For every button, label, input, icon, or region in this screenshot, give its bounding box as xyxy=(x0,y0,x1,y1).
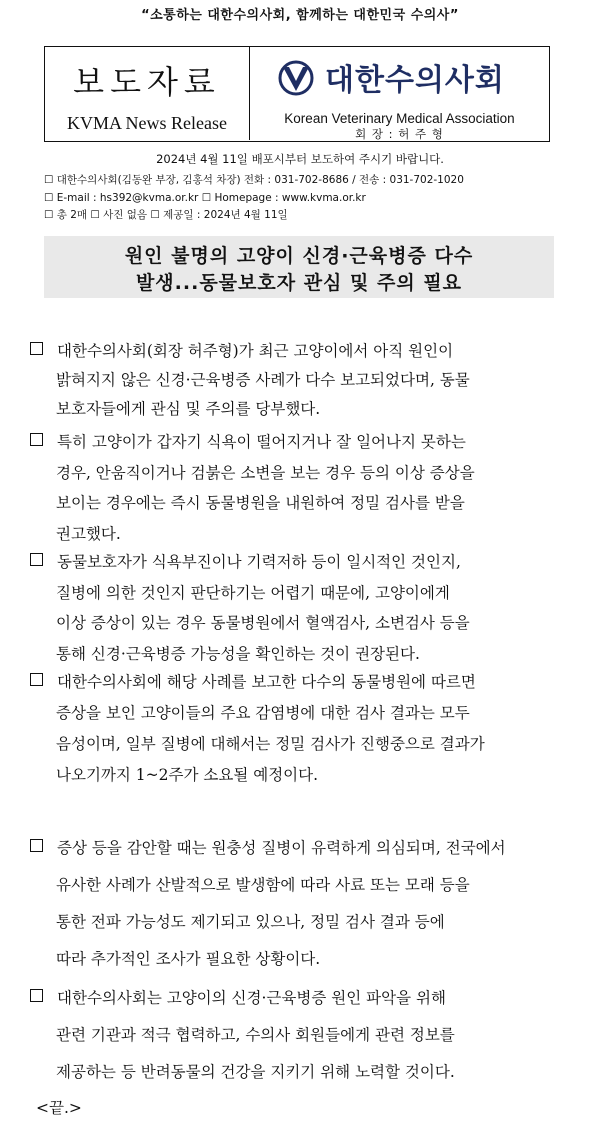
paragraph-2 xyxy=(30,427,575,549)
paragraph-line: 증상을 보인 고양이들의 주요 감염병에 대한 검사 결과는 모두 xyxy=(56,704,470,722)
paragraph-line: 보호자들에게 관심 및 주의를 당부했다. xyxy=(56,400,321,418)
paragraph-line: 경우, 안움직이거나 검붉은 소변을 보는 경우 등의 이상 증상을 xyxy=(56,463,475,482)
paragraph-6 xyxy=(30,980,575,1091)
contact-info xyxy=(44,172,574,225)
organization-cell xyxy=(250,47,549,140)
organization-name-english: Korean Veterinary Medical Association xyxy=(284,111,515,126)
press-release-header xyxy=(44,46,550,142)
paragraph-line: 나오기까지 1~2주가 소요될 예정이다. xyxy=(56,766,319,784)
paragraph-line: 통한 전파 가능성도 제기되고 있으나, 정밀 검사 결과 등에 xyxy=(56,913,445,931)
end-mark: <끝.> xyxy=(36,1099,82,1117)
release-title-english: KVMA News Release xyxy=(67,113,227,133)
checkbox-bullet-icon xyxy=(30,342,43,355)
paragraph-line: 음성이며, 일부 질병에 대해서는 정밀 검사가 진행중으로 결과가 xyxy=(56,735,485,753)
paragraph-line: 권고했다. xyxy=(56,524,121,543)
paragraph-line: 통해 신경·근육병증 가능성을 확인하는 것이 권장된다. xyxy=(56,644,420,663)
president-name: 회 장 : 허 주 형 xyxy=(355,127,444,141)
headline-line-1: 원인 불명의 고양이 신경·근육병증 다수 xyxy=(124,245,474,267)
checkbox-bullet-icon xyxy=(30,673,43,686)
kvma-logo-icon xyxy=(276,60,316,96)
paragraph-line: 동물보호자가 식욕부진이나 기력저하 등이 일시적인 것인지, xyxy=(57,553,461,571)
paragraph-3 xyxy=(30,547,575,669)
paragraph-4 xyxy=(30,667,575,791)
paragraph-line: 유사한 사례가 산발적으로 발생함에 따라 사료 또는 모래 등을 xyxy=(56,876,470,894)
paragraph-line: 특히 고양이가 갑자기 식욕이 떨어지거나 잘 일어나지 못하는 xyxy=(57,433,466,451)
contact-meta-line: ☐ 총 2매 ☐ 사진 없음 ☐ 제공일 : 2024년 4월 11일 xyxy=(44,209,288,221)
headline-box xyxy=(44,236,554,298)
checkbox-bullet-icon xyxy=(30,433,43,446)
paragraph-line: 질병에 의한 것인지 판단하기는 어렵기 때문에, 고양이에게 xyxy=(56,583,450,602)
checkbox-bullet-icon xyxy=(30,553,43,566)
paragraph-1 xyxy=(30,337,575,424)
paragraph-line: 대한수의사회는 고양이의 신경·근육병증 원인 파악을 위해 xyxy=(57,989,446,1007)
contact-phone-line: ☐ 대한수의사회(김동완 부장, 김홍석 차장) 전화 : 031-702-8686 / 전송 : 031-702-1020 xyxy=(44,174,464,186)
paragraph-line: 이상 증상이 있는 경우 동물병원에서 혈액검사, 소변검사 등을 xyxy=(56,614,470,632)
release-label-cell xyxy=(45,47,250,140)
paragraph-5 xyxy=(30,830,575,978)
paragraph-line: 보이는 경우에는 즉시 동물병원을 내원하여 정밀 검사를 받을 xyxy=(56,494,465,512)
headline-line-2: 발생...동물보호자 관심 및 주의 필요 xyxy=(135,272,463,294)
contact-web-line: ☐ E-mail : hs392@kvma.or.kr ☐ Homepage : www.kvma.or.kr xyxy=(44,191,366,204)
embargo-notice: 2024년 4월 11일 배포시부터 보도하여 주시기 바랍니다. xyxy=(156,152,444,166)
paragraph-line: 관련 기관과 적극 협력하고, 수의사 회원들에게 관련 정보를 xyxy=(56,1026,455,1044)
paragraph-line: 대한수의사회에 해당 사례를 보고한 다수의 동물병원에 따르면 xyxy=(57,673,476,691)
checkbox-bullet-icon xyxy=(30,839,43,852)
paragraph-line: 대한수의사회(회장 허주형)가 최근 고양이에서 아직 원인이 xyxy=(57,342,454,360)
release-title: 보도자료 xyxy=(73,63,221,101)
paragraph-line: 밝혀지지 않은 신경·근육병증 사례가 다수 보고되었다며, 동물 xyxy=(56,371,470,389)
slogan: “소통하는 대한수의사회, 함께하는 대한민국 수의사” xyxy=(141,8,459,23)
checkbox-bullet-icon xyxy=(30,989,43,1002)
paragraph-line: 제공하는 등 반려동물의 건강을 지키기 위해 노력할 것이다. xyxy=(56,1063,455,1081)
organization-name: 대한수의사회 xyxy=(325,63,505,98)
paragraph-line: 증상 등을 감안할 때는 원충성 질병이 유력하게 의심되며, 전국에서 xyxy=(57,839,506,857)
paragraph-line: 따라 추가적인 조사가 필요한 상황이다. xyxy=(56,950,321,968)
